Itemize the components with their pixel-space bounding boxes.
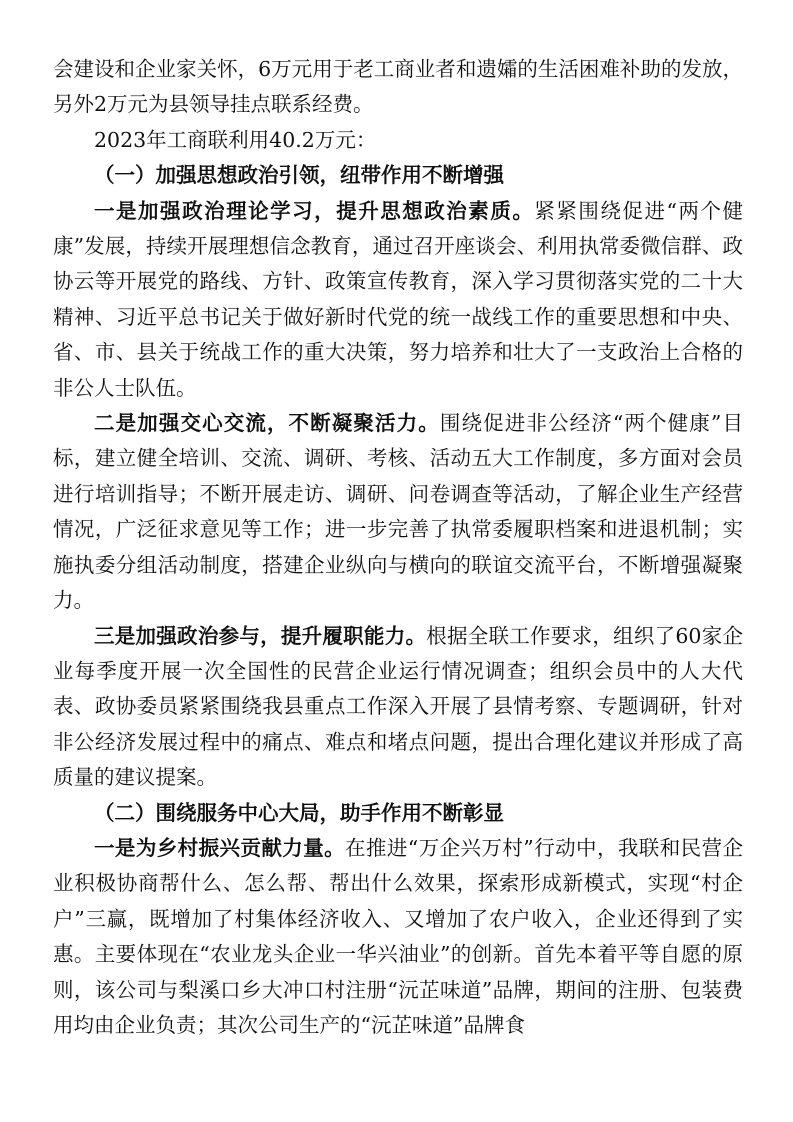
- paragraph-body-rural-revitalization: 在推进“万企兴万村”行动中，我联和民营企业积极协商帮什么、怎么帮、帮出什么效果，探索形成新模式，实现“村企户”三赢，既增加了村集体经济收入、又增加了农户收入，企业还得到了实惠。主要体现在“农业龙头企业一华兴油业”的创新。首先本着平等自愿的原则，该公司与梨溪口乡大冲口村注册“沅芷味道”品牌，期间的注册、包装费用均由企业负责；其次公司生产的“沅芷味道”品牌食: [53, 835, 743, 1037]
- paragraph-participation: [53, 619, 743, 796]
- paragraph-lead-political-theory: 一是加强政治理论学习，提升思想政治素质。: [94, 198, 535, 223]
- paragraph-lead-participation: 三是加强政治参与，提升履职能力。: [94, 623, 427, 648]
- paragraph-lead-rural-revitalization: 一是为乡村振兴贡献力量。: [94, 835, 346, 860]
- paragraph-body-political-theory: 紧紧围绕促进“两个健康”发展，持续开展理想信念教育，通过召开座谈会、利用执常委微信群、政协云等开展党的路线、方针、政策宣传教育，深入学习贯彻落实党的二十大精神、习近平总书记关于做好新时代党的统一战线工作的重要思想和中央、省、市、县关于统战工作的重大决策，努力培养和壮大了一支政治上合格的非公人士队伍。: [53, 198, 743, 400]
- paragraph-body-participation: 根据全联工作要求，组织了60家企业每季度开展一次全国性的民营企业运行情况调查；组织会员中的人大代表、政协委员紧紧围绕我县重点工作深入开展了县情考察、专题调研，针对非公经济发展过程中的痛点、难点和堵点问题，提出合理化建议并形成了高质量的建议提案。: [53, 623, 743, 790]
- paragraph-body-communication: 围绕促进非公经济“两个健康”目标，建立健全培训、交流、调研、考核、活动五大工作制度，多方面对会员进行培训指导；不断开展走访、调研、问卷调查等活动，了解企业生产经营情况，广泛征求意见等工作；进一步完善了执常委履职档案和进退机制；实施执委分组活动制度，搭建企业纵向与横向的联谊交流平台，不断增强凝聚力。: [53, 411, 743, 613]
- paragraph-political-theory: [53, 194, 743, 406]
- section-heading-2: （二）围绕服务中心大局，助手作用不断彰显: [94, 800, 504, 825]
- paragraph-communication: [53, 406, 743, 618]
- document-page: [53, 52, 743, 1043]
- paragraph-2023-funds: 2023年工商联利用40.2万元：: [94, 127, 377, 152]
- section-heading-1: （一）加强思想政治引领，纽带作用不断增强: [94, 163, 504, 188]
- paragraph-rural-revitalization: [53, 831, 743, 1043]
- paragraph-lead-communication: 二是加强交心交流，不断凝聚活力。: [94, 411, 440, 436]
- paragraph-fund-usage-continued: 会建设和企业家关怀，6万元用于老工商业者和遗孀的生活困难补助的发放，另外2万元为县领导挂点联系经费。: [53, 57, 743, 117]
